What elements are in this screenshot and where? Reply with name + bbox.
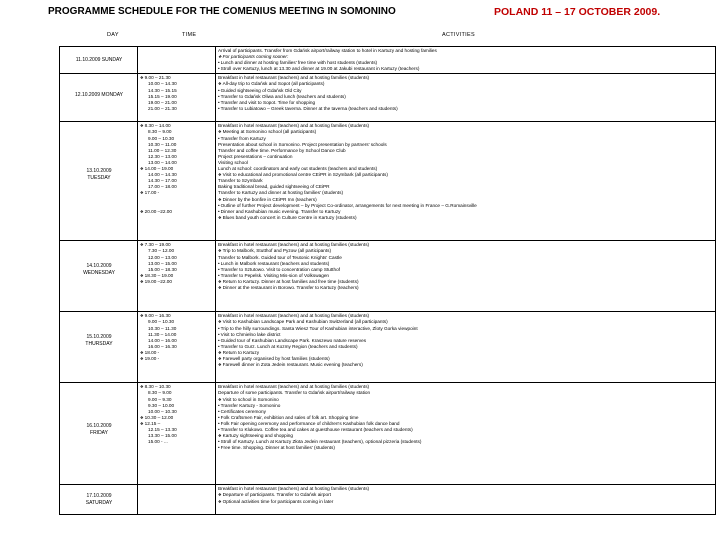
header-day: DAY: [107, 32, 119, 38]
time-slot: 21.00 – 21.30: [148, 105, 177, 111]
activity-line: Baking traditional bread, guided sightseeing of CEiPR: [218, 184, 330, 190]
time-slot: 7.30 – 12.00: [148, 248, 175, 254]
activity-line: Breakfast in hotel restaurant (teachers) and at hosting families (students): [218, 242, 370, 248]
activity-line: • Free time. Shopping. Dinner at host families' (students): [218, 445, 713, 451]
schedule-table: [59, 46, 716, 515]
schedule-row: [60, 122, 716, 241]
activity-line: • Outline of further Project development – by Project Co-ordinator, arrangements for next meeting in France – G.Romainsville: [218, 203, 713, 209]
time-slot: 14.00 – 16.00: [148, 337, 177, 343]
header-time: TIME: [182, 32, 197, 38]
day-cell: [60, 74, 138, 122]
time-slot: ❖ 9.00 – 21.30: [140, 75, 213, 81]
activity-line: Breakfast in hotel restaurant (teachers) and at hosting families (students): [218, 313, 370, 319]
time-cell: [138, 383, 216, 485]
activity-line: Transfer to Malbork. Guided tour of Teutonic Knights' Castle: [218, 254, 342, 260]
activity-line: • Visit to Chmielno lake district: [218, 332, 713, 338]
time-slot: 8.30 – 9.00: [148, 390, 172, 396]
activity-line: ❖ Farewell dinner in Zota Jedein restaurant. Music evening (teachers): [218, 362, 713, 368]
time-cell: [138, 312, 216, 383]
time-slot: 17.00 – 18.00: [148, 184, 177, 190]
schedule-row: [60, 485, 716, 515]
activity-line: ❖ Dinner at the restaurant in Borowo. Transfer to Kartuzy (teachers): [218, 285, 713, 291]
activity-line: • Certificates ceremony: [218, 409, 713, 415]
day-label: 14.10.2009: [86, 263, 112, 270]
schedule-row: [60, 74, 716, 122]
activity-line: ❖ Departure of participants. Transfer to Gdańsk airport: [218, 492, 713, 498]
activity-line: Arrival of participants. Transfer from Gdańsk airport/railway station to hotel in Kartuzy and hosting families: [218, 48, 437, 53]
day-label: 16.10.2009: [86, 423, 112, 430]
activity-line: • Trip to the hilly surroundings. Santa Wiesz Tour of Kashubian interactive, Zloty Gorka viewpoint: [218, 326, 713, 332]
time-slot: ❖ 18.30 – 19.00: [140, 273, 213, 279]
day-label: WEDNESDAY: [83, 269, 115, 276]
activity-line: ❖ Return to Kartuzy. Dinner at host families and free time (students): [218, 279, 713, 285]
day-label: TUESDAY: [87, 174, 111, 181]
activity-line: ❖ Visit to Kashubian Landscape Park and Kashubian Switzerland (all participants): [218, 319, 713, 325]
activity-line: ❖ All-day trip to Gdańsk and Sopot (all participants): [218, 81, 713, 87]
activities-cell: [216, 241, 716, 312]
header-activities: ACTIVITIES: [442, 32, 475, 38]
activity-line: ❖ For participants coming sooner:: [218, 54, 713, 60]
activity-line: • Transfer and visit to Sopot. Time for shopping: [218, 100, 713, 106]
schedule-row: [60, 383, 716, 485]
activity-line: • Transfer to Sztutowo. Visit to concentration camp Stutthof: [218, 267, 713, 273]
day-cell: [60, 485, 138, 515]
activity-line: • Transfer to Klukowo. Coffee tea and cakes at guesthouse restaurant (teachers and students): [218, 427, 713, 433]
time-slot: 13.00 – 15.00: [148, 260, 177, 266]
time-slot: 9.00 – 9.30: [148, 396, 172, 402]
time-slot: 8.30 – 9.00: [148, 129, 172, 135]
time-slot: 10.00 – 14.30: [148, 81, 177, 87]
time-slot: 13.00 – 14.00: [148, 159, 177, 165]
day-cell: [60, 383, 138, 485]
time-slot: 12.15 – 13.30: [148, 427, 177, 433]
activity-line: ❖ Visit to school in Somonino: [218, 397, 713, 403]
time-slot: ❖ 8.30 – 10.30: [140, 384, 213, 390]
activity-line: • Folk Craftsmen Fair, exhibition and sales of folk art. Shopping time: [218, 415, 713, 421]
schedule-row: [60, 312, 716, 383]
day-label: 13.10.2009: [86, 168, 112, 175]
time-slot: ❖ 19.00 –22.00: [140, 279, 213, 285]
activity-line: • Stroll over Kartuzy, lunch at 13.30 and dinner at 19.00 at Jakubi restaurant in Kartuzy (teachers): [218, 66, 713, 72]
activity-line: • Dinner and Kashubian music evening. Transfer to Kartuzy: [218, 209, 713, 215]
activity-line: Transfer to Kartuzy and dinner at hosting families' (students): [218, 190, 343, 196]
time-slot: ❖ 9.00 – 16.30: [140, 313, 213, 319]
activity-line: Departure of some participants. Transfer to Gdańsk airport/railway station: [218, 390, 371, 396]
activity-line: Project presentations – continuation: [218, 153, 293, 159]
activity-line: Breakfast in hotel restaurant (teachers) and at hosting families (students): [218, 384, 370, 390]
time-slot: 9.00 – 10.30: [148, 319, 175, 325]
activity-line: • Transfer to Lubiatowo – Greek taverna. Dinner at the taverna (teachers and students): [218, 106, 713, 112]
time-slot: ❖ 10.30 – 12.00: [140, 415, 213, 421]
activity-line: ❖ Blues band youth concert in Culture Centre in Kartuzy (students): [218, 215, 713, 221]
day-label: 17.10.2009: [86, 493, 112, 500]
time-slot: ❖ 8.30 – 14.00: [140, 123, 213, 129]
activity-line: Breakfast in hotel restaurant (teachers) and at hosting families (students): [218, 75, 370, 81]
activity-line: Visiting school: [218, 159, 248, 165]
day-label: FRIDAY: [90, 429, 108, 436]
time-cell: [138, 47, 216, 74]
activity-line: • Lunch and dinner at hosting families' free time with host students (students): [218, 60, 713, 66]
day-cell: [60, 241, 138, 312]
time-slot: 12.00 – 13.00: [148, 254, 177, 260]
activity-line: ❖ Return to Kartuzy: [218, 350, 713, 356]
activity-line: • Guided sightseeing of Gdańsk Old City: [218, 88, 713, 94]
time-slot: 15.00 - ...: [148, 439, 168, 445]
activity-line: Lunch at school: coordinators and early out students (teachers and students): [218, 166, 378, 172]
activities-cell: [216, 122, 716, 241]
activity-line: • Lunch in Malbork restaurant (teachers and students): [218, 261, 713, 267]
time-slot: ❖ 14.00 – 19.00: [140, 166, 213, 172]
day-cell: [60, 312, 138, 383]
time-slot: 11.00 – 12.30: [148, 147, 177, 153]
time-cell: [138, 241, 216, 312]
activity-line: ❖ Trip to Malbork, Stutthof and Pyzow (all participants): [218, 248, 713, 254]
time-slot: 15.00 – 18.30: [148, 266, 177, 272]
activity-line: • Guided tour of Kashubian Landscape Park. Kraszewo nature reserves: [218, 338, 713, 344]
time-slot: 11.30 – 14.00: [148, 331, 177, 337]
time-slot: 14.30 – 15.15: [148, 87, 177, 93]
time-slot: 10.30 – 11.00: [148, 141, 177, 147]
page-title: PROGRAMME SCHEDULE FOR THE COMENIUS MEETING IN SOMONINO: [48, 6, 396, 17]
activities-cell: [216, 383, 716, 485]
activity-line: ❖ Kartuzy sightseeing and shopping: [218, 433, 713, 439]
time-slot: 14.30 – 17.00: [148, 178, 177, 184]
activity-line: Transfer and coffee time. Performance by School Dance Club: [218, 147, 346, 153]
activities-cell: [216, 312, 716, 383]
time-slot: 19.00 – 21.00: [148, 99, 177, 105]
activity-line: Presentation about school in Somonino. Project presentation by partners' schools: [218, 141, 387, 147]
place-dates: POLAND 11 – 17 OCTOBER 2009.: [494, 6, 661, 18]
time-cell: [138, 485, 216, 515]
activity-line: • Folk Fair opening ceremony and performance of children's Kashubian folk dance band: [218, 421, 713, 427]
time-slot: ❖ 12.15 –: [140, 421, 213, 427]
activity-line: • Stroll of Kartuzy. Lunch at Kartuzy Złota Jedein restaurant (teachers), optional pizzeria (students): [218, 439, 713, 445]
time-slot: 9.00 – 10.30: [148, 135, 175, 141]
schedule-row: [60, 47, 716, 74]
time-slot: 10.30 – 11.30: [148, 325, 177, 331]
activity-line: Breakfast in hotel restaurant (teachers) and at hosting families (students): [218, 123, 370, 129]
day-cell: [60, 47, 138, 74]
activity-line: • Transfer to Gurz. Lunch at Kozmy Region (teachers and students): [218, 344, 713, 350]
time-slot: ❖ 18.00 -: [140, 350, 213, 356]
activity-line: • Transfer to Pepelsk. Visiting Mis-sion of Volkswagen: [218, 273, 713, 279]
time-cell: [138, 74, 216, 122]
activities-cell: [216, 47, 716, 74]
time-slot: 13.30 – 15.00: [148, 433, 177, 439]
day-label: SATURDAY: [85, 499, 113, 506]
time-cell: [138, 122, 216, 241]
activity-line: • Transfer from Kartuzy: [218, 136, 713, 142]
time-slot: 14.00 – 14.30: [148, 172, 177, 178]
time-slot: 10.00 – 10.30: [148, 408, 177, 414]
activity-line: ❖ Farewell party organised by host families (students): [218, 356, 713, 362]
activities-cell: [216, 485, 716, 515]
activity-line: Transfer to Szymbark: [218, 178, 263, 184]
activity-line: Breakfast in hotel restaurant (teachers) and at hosting families (students): [218, 486, 370, 492]
time-slot: ❖ 7.30 – 19.00: [140, 242, 213, 248]
activity-line: ❖ Meeting at Somonino school (all participants): [218, 129, 713, 135]
activities-cell: [216, 74, 716, 122]
time-slot: ❖ 20.00 –22.00: [140, 209, 213, 215]
time-slot: ❖ 17.00 -: [140, 190, 213, 196]
time-slot: ❖ 19.00 -: [140, 356, 213, 362]
schedule-row: [60, 241, 716, 312]
day-label: 11.10.2009 SUNDAY: [75, 57, 123, 63]
activity-line: ❖ Optional activities time for participants coming in later: [218, 499, 713, 505]
time-slot: 16.00 – 16.30: [148, 343, 177, 349]
time-slot: 15.15 – 19.00: [148, 93, 177, 99]
activity-line: • Transfer Kartuzy - Somonino: [218, 403, 713, 409]
day-label: 12.10.2009 MONDAY: [75, 92, 123, 99]
day-cell: [60, 122, 138, 241]
activity-line: • Transfer to Gdańsk Oliwa and lunch (teachers and students): [218, 94, 713, 100]
time-slot: 9.30 – 10.00: [148, 402, 175, 408]
activity-line: ❖ Visit to educational and promotional centre CEiPR in Szymbark (all participants): [218, 172, 713, 178]
day-label: 15.10.2009: [86, 334, 112, 341]
activity-line: ❖ Dinner by the bonfire in CEiPR Inn (teachers): [218, 197, 713, 203]
day-label: THURSDAY: [85, 340, 113, 347]
time-slot: 12.30 – 13.00: [148, 153, 177, 159]
